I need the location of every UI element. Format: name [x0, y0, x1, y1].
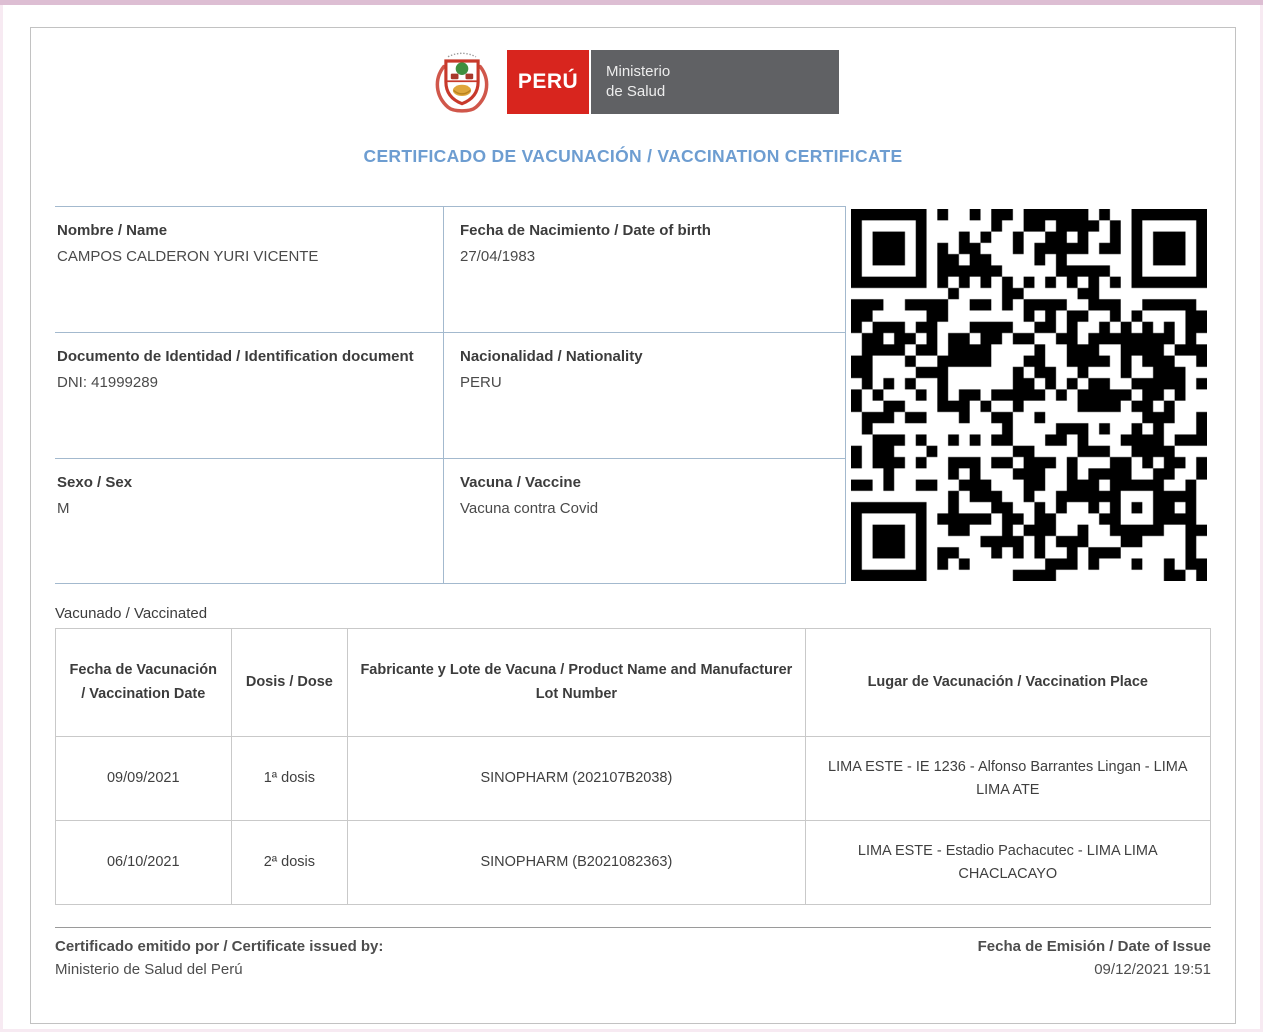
field-value: DNI: 41999289	[57, 373, 158, 391]
field-value: M	[57, 499, 70, 517]
peru-brand-box	[507, 50, 589, 114]
issued-by-value: Ministerio de Salud del Perú	[55, 960, 243, 978]
ministry-name-line2: de Salud	[606, 83, 666, 100]
qr-cell	[845, 206, 1211, 584]
cell-vaccination-date: 06/10/2021	[56, 821, 232, 905]
field-label: Nacionalidad / Nationality	[460, 348, 643, 365]
minsa-logo	[427, 45, 839, 119]
cell-dose: 2ª dosis	[231, 821, 348, 905]
cell-place: LIMA ESTE - Estadio Pachacutec - LIMA LIMA CHACLACAYO	[805, 821, 1210, 905]
cell-dose: 1ª dosis	[231, 737, 348, 821]
cell-place: LIMA ESTE - IE 1236 - Alfonso Barrantes Lingan - LIMA LIMA ATE	[805, 737, 1210, 821]
issued-by-block	[55, 936, 383, 981]
ministry-name-line1: Ministerio	[606, 62, 671, 80]
field-value: Vacuna contra Covid	[460, 499, 599, 517]
table-row	[56, 737, 1211, 821]
col-header-vaccination-date: Fecha de Vacunación / Vaccination Date	[56, 629, 232, 737]
certificate-card	[30, 27, 1236, 1024]
field-vaccine	[443, 458, 845, 584]
col-header-product-lot: Fabricante y Lote de Vacuna / Product Name and Manufacturer Lot Number	[348, 629, 805, 737]
col-header-dose: Dosis / Dose	[231, 629, 348, 737]
vaccinated-section-label: Vacunado / Vaccinated	[55, 605, 208, 622]
field-sex	[55, 458, 443, 584]
field-value: PERU	[460, 373, 502, 391]
certificate-title: CERTIFICADO DE VACUNACIÓN / VACCINATION CERTIFICATE	[363, 146, 903, 166]
issue-date-block	[978, 936, 1211, 981]
field-label: Fecha de Nacimiento / Date of birth	[460, 222, 711, 239]
peru-brand-label: PERÚ	[517, 70, 579, 93]
certificate-footer	[55, 927, 1211, 981]
field-date-of-birth	[443, 206, 845, 332]
field-value: 27/04/1983	[460, 247, 536, 265]
table-header-row	[56, 629, 1211, 737]
vaccination-table	[55, 628, 1211, 905]
ministry-brand-box	[591, 50, 839, 114]
field-nationality	[443, 332, 845, 458]
issue-date-value: 09/12/2021 19:51	[1094, 960, 1211, 978]
info-grid	[55, 206, 1211, 584]
cell-product-lot: SINOPHARM (B2021082363)	[348, 821, 805, 905]
field-label: Vacuna / Vaccine	[460, 474, 581, 491]
field-label: Documento de Identidad / Identification document	[57, 348, 414, 365]
cell-product-lot: SINOPHARM (202107B2038)	[348, 737, 805, 821]
issue-date-label: Fecha de Emisión / Date of Issue	[977, 938, 1211, 955]
field-label: Sexo / Sex	[57, 474, 133, 491]
window-frame-top	[0, 0, 1263, 5]
certificate-header	[55, 45, 1211, 119]
field-value: CAMPOS CALDERON YURI VICENTE	[57, 247, 319, 265]
issued-by-label: Certificado emitido por / Certificate issued by:	[55, 938, 384, 955]
qr-code	[851, 209, 1207, 581]
table-row	[56, 821, 1211, 905]
field-label: Nombre / Name	[57, 222, 168, 239]
cell-vaccination-date: 09/09/2021	[56, 737, 232, 821]
field-identification-document	[55, 332, 443, 458]
field-name	[55, 206, 443, 332]
col-header-place: Lugar de Vacunación / Vaccination Place	[805, 629, 1210, 737]
peru-coat-of-arms-icon	[427, 45, 497, 119]
